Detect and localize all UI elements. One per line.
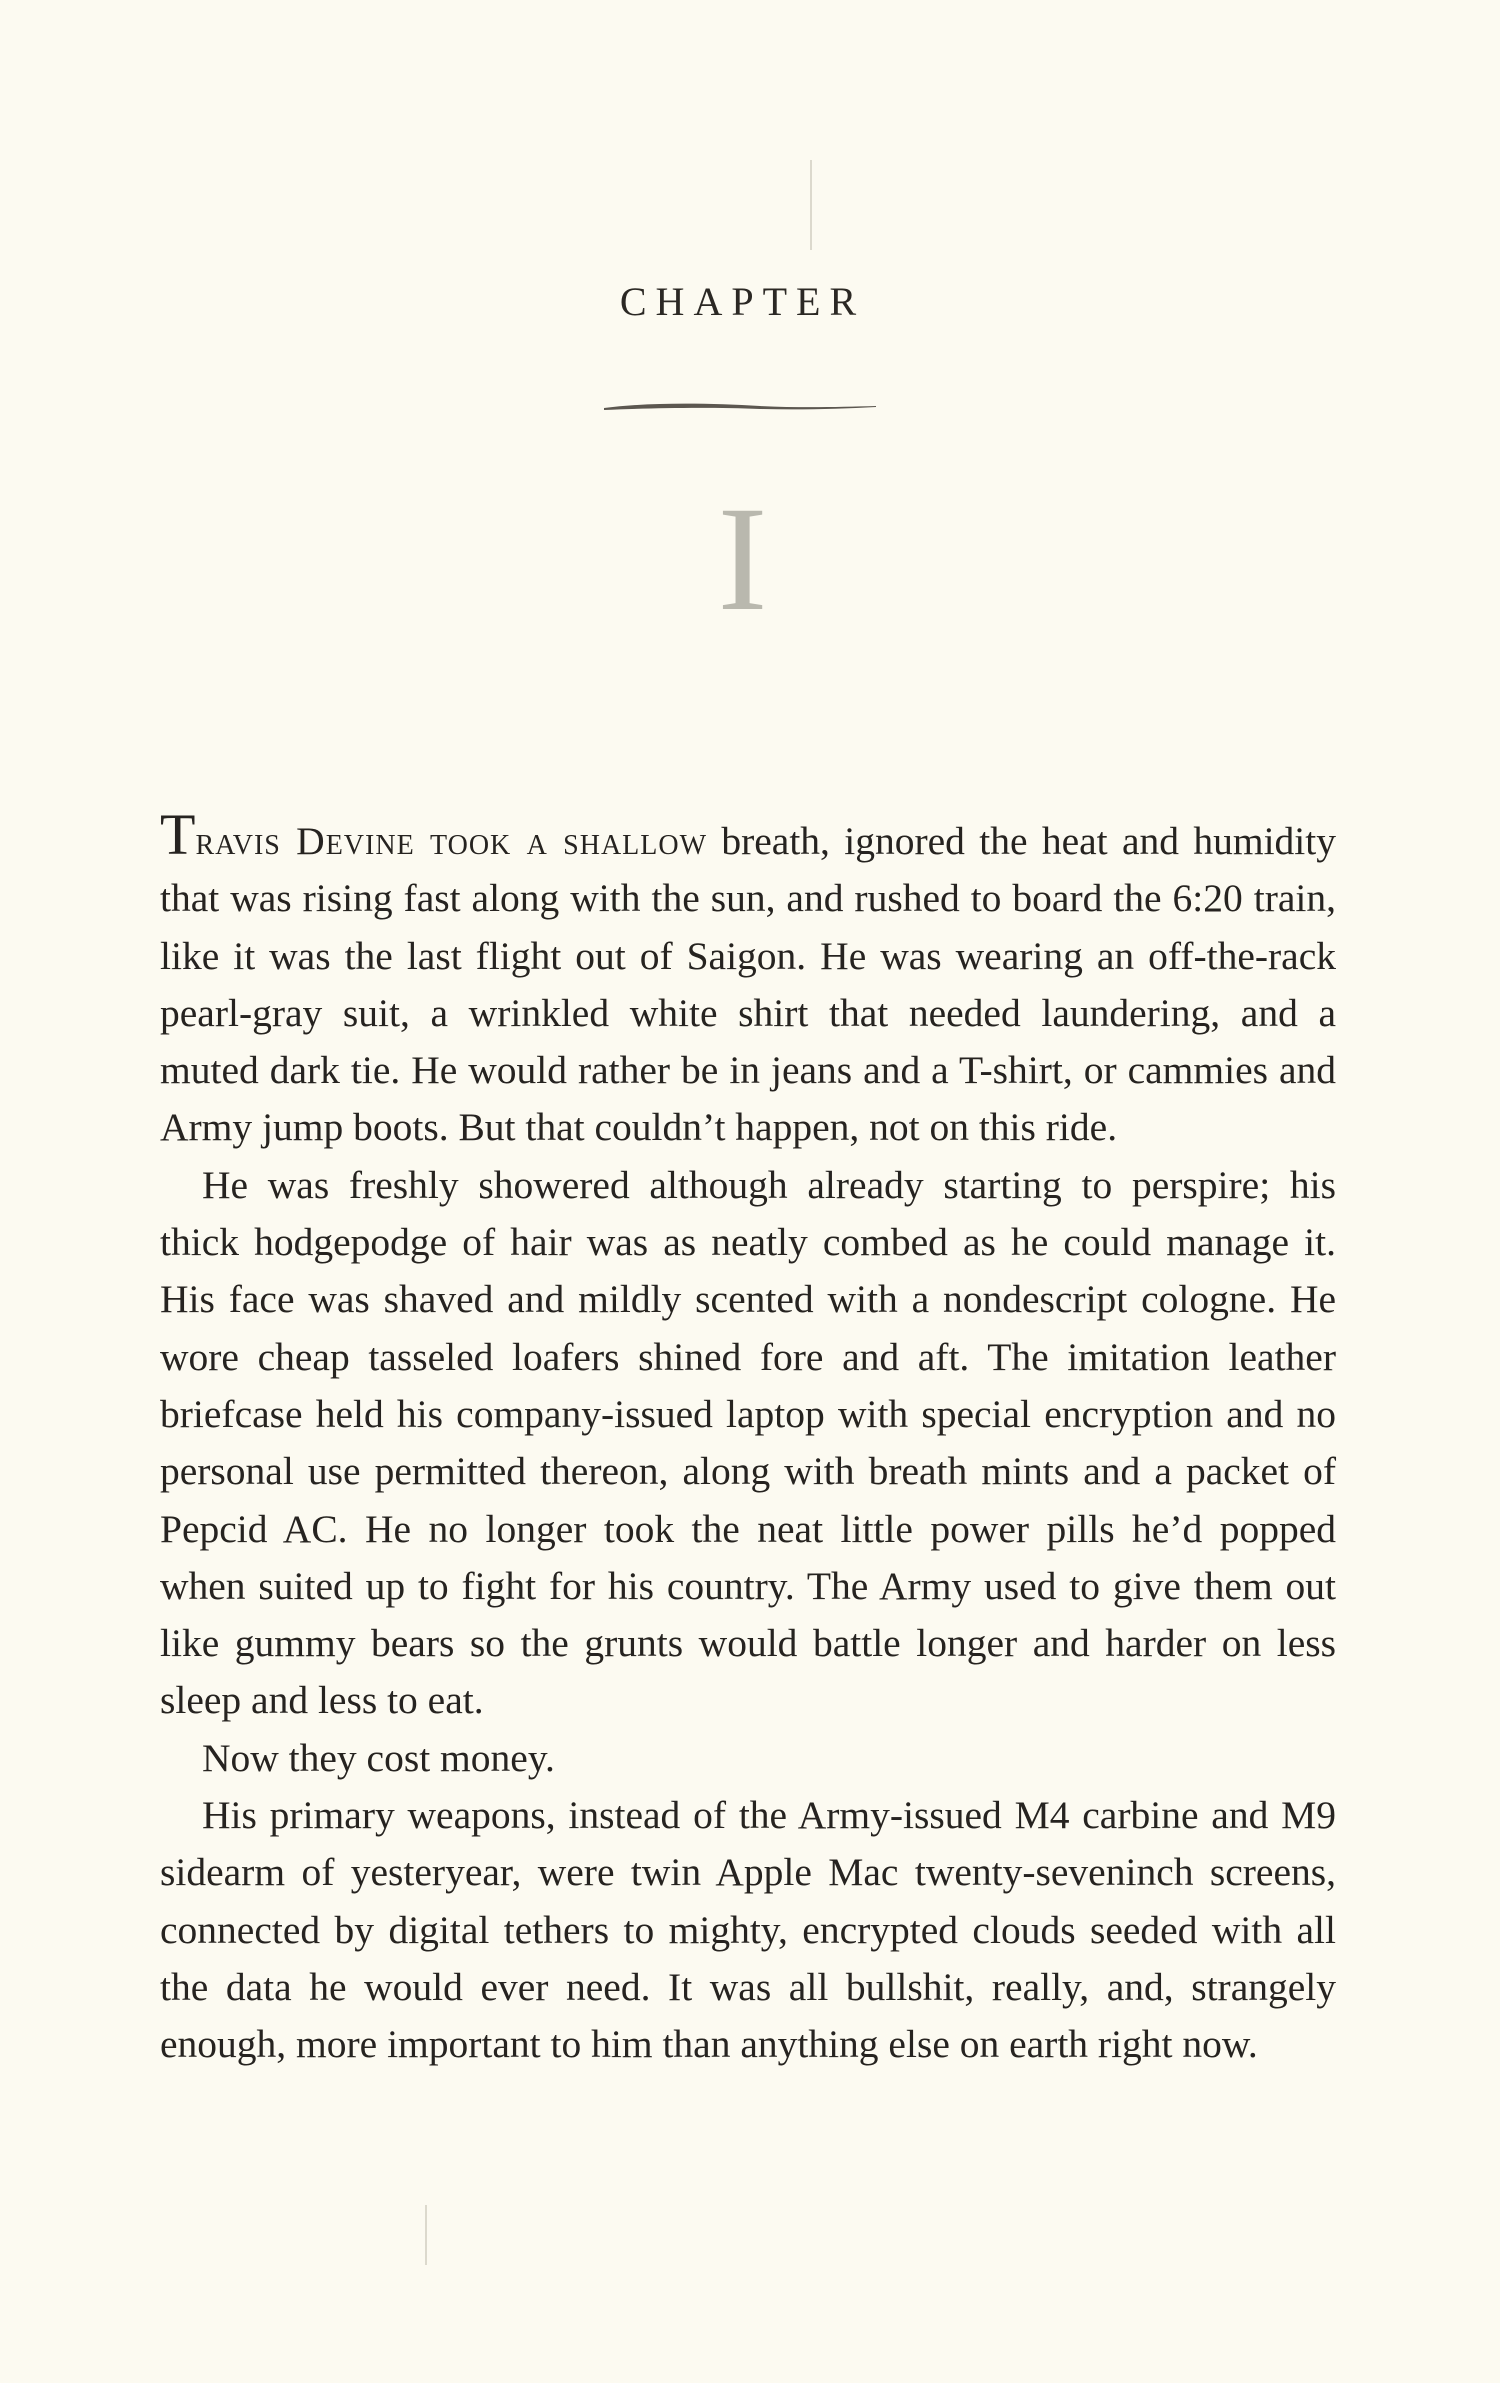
paragraph-2: He was freshly showered although already starting to perspire; his thick hodgepodge of hair was as neatly combed as he could manage it. His face was shaved and mildly scented with a nondescript cologne. He wore cheap tasseled loafers shined fore and aft. The imitation leather briefcase held his company-issued laptop with special encryption and no personal use permitted thereon, along with breath mints and a packet of Pepcid AC. He no longer took the neat little power pills he’d popped when suited up to fight for his country. The Army used to give them out like gummy bears so the grunts would battle longer and harder on less sleep and less to eat.	[160, 1162, 1336, 1723]
page-blemish	[810, 160, 812, 250]
chapter-body	[160, 802, 1336, 2074]
opening-words: ravis Devine took a shallow	[195, 819, 708, 863]
paragraph-1-text: breath, ignored the heat and humidity that was rising fast along with the sun, and rushed to board the 6:20 train, like it was the last flight out of Saigon. He was wearing an off-the-rack pearl-gray suit, a wrinkled white shirt that needed laundering, and a muted dark tie. He would rather be in jeans and a T-shirt, or cammies and Army jump boots. But that couldn’t happen, not on this ride.	[160, 819, 1336, 1150]
page-blemish	[425, 2205, 427, 2265]
chapter-number: I	[717, 476, 768, 642]
paragraph-3: Now they cost money.	[202, 1735, 555, 1780]
chapter-label: CHAPTER	[619, 279, 866, 324]
paragraph-4: His primary weapons, instead of the Army-issued M4 carbine and M9 sidearm of yesteryear, were twin Apple Mac twenty-seveninch screens, connected by digital tethers to mighty, encrypted clouds seeded with all the data he would ever need. It was all bullshit, really, and, strangely enough, more important to him than anything else on earth right now.	[160, 1793, 1336, 2067]
paragraph-1	[160, 802, 1336, 1157]
drop-cap: T	[160, 802, 196, 867]
ornament-rule	[600, 398, 880, 414]
